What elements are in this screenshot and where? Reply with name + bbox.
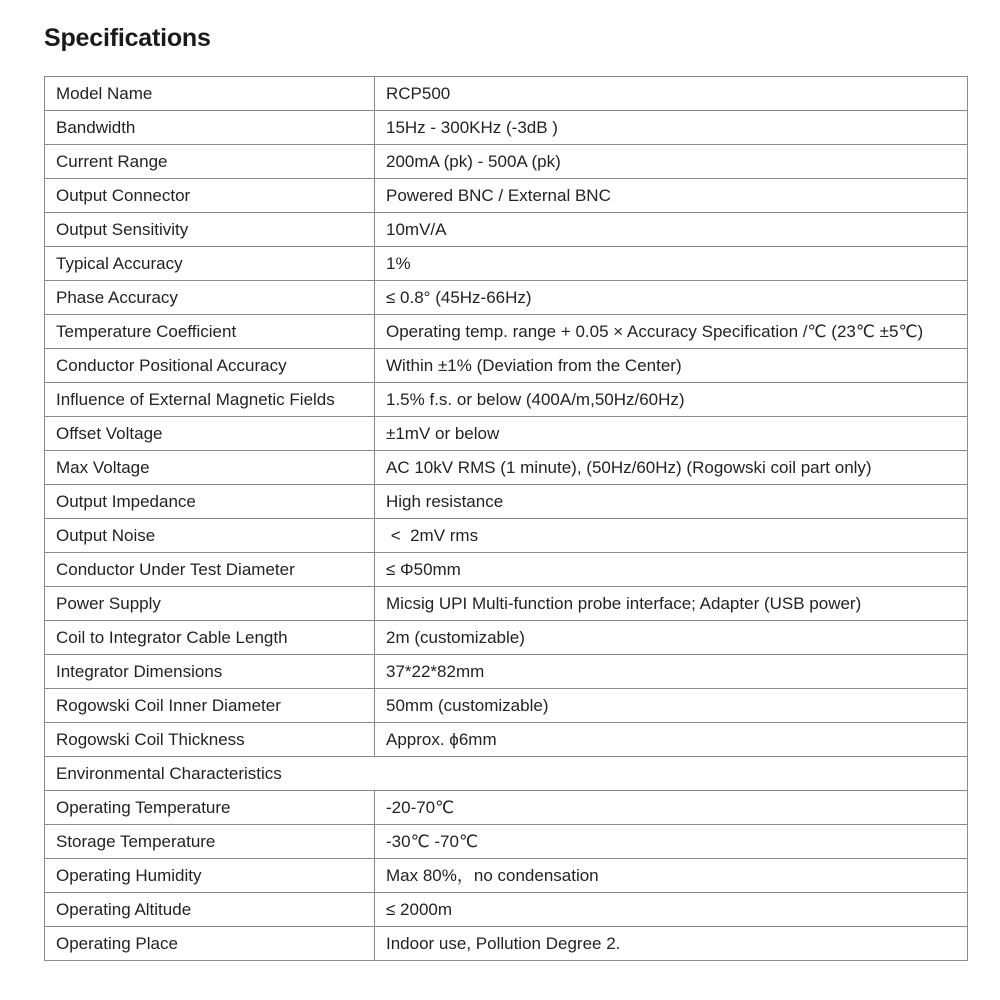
row-label: Integrator Dimensions [45, 655, 375, 689]
row-label: Bandwidth [45, 111, 375, 145]
table-row [45, 519, 968, 553]
table-row [45, 179, 968, 213]
table-row [45, 315, 968, 349]
specifications-table [44, 76, 968, 961]
row-label: Storage Temperature [45, 825, 375, 859]
row-label: Rogowski Coil Thickness [45, 723, 375, 757]
row-label: Output Sensitivity [45, 213, 375, 247]
row-label: Operating Altitude [45, 893, 375, 927]
row-value: Operating temp. range + 0.05 × Accuracy Specification /℃ (23℃ ±5℃) [375, 315, 968, 349]
row-label: Conductor Positional Accuracy [45, 349, 375, 383]
row-value: Max 80%，no condensation [375, 859, 968, 893]
row-value: ±1mV or below [375, 417, 968, 451]
table-row [45, 859, 968, 893]
row-value: High resistance [375, 485, 968, 519]
row-label: Power Supply [45, 587, 375, 621]
table-row [45, 893, 968, 927]
row-value: 1.5% f.s. or below (400A/m,50Hz/60Hz) [375, 383, 968, 417]
page-title: Specifications [44, 24, 211, 52]
table-row [45, 417, 968, 451]
row-value: -30℃ -70℃ [375, 825, 968, 859]
table-row [45, 451, 968, 485]
table-row [45, 349, 968, 383]
row-value: Powered BNC / External BNC [375, 179, 968, 213]
section-header: Environmental Characteristics [45, 757, 968, 791]
table-row [45, 689, 968, 723]
row-label: Max Voltage [45, 451, 375, 485]
table-row [45, 927, 968, 961]
table-row [45, 587, 968, 621]
table-row [45, 655, 968, 689]
row-value: Within ±1% (Deviation from the Center) [375, 349, 968, 383]
section-header-row [45, 757, 968, 791]
table-row [45, 145, 968, 179]
row-label: Phase Accuracy [45, 281, 375, 315]
row-label: Influence of External Magnetic Fields [45, 383, 375, 417]
row-label: Output Connector [45, 179, 375, 213]
row-label: Output Impedance [45, 485, 375, 519]
row-value: 2m (customizable) [375, 621, 968, 655]
row-label: Typical Accuracy [45, 247, 375, 281]
table-row [45, 111, 968, 145]
row-label: Temperature Coefficient [45, 315, 375, 349]
row-value: < 2mV rms [375, 519, 968, 553]
row-value: 50mm (customizable) [375, 689, 968, 723]
row-value: 1% [375, 247, 968, 281]
row-value: RCP500 [375, 77, 968, 111]
row-label: Conductor Under Test Diameter [45, 553, 375, 587]
table-row [45, 383, 968, 417]
row-value: 200mA (pk) - 500A (pk) [375, 145, 968, 179]
row-value: -20-70℃ [375, 791, 968, 825]
table-row [45, 77, 968, 111]
row-label: Operating Temperature [45, 791, 375, 825]
table-row [45, 281, 968, 315]
row-value: AC 10kV RMS (1 minute), (50Hz/60Hz) (Rogowski coil part only) [375, 451, 968, 485]
row-label: Output Noise [45, 519, 375, 553]
row-value: ≤ 0.8° (45Hz-66Hz) [375, 281, 968, 315]
table-row [45, 791, 968, 825]
table-row [45, 553, 968, 587]
row-value: Approx. ϕ6mm [375, 723, 968, 757]
row-label: Coil to Integrator Cable Length [45, 621, 375, 655]
table-row [45, 247, 968, 281]
row-value: ≤ 2000m [375, 893, 968, 927]
table-row [45, 723, 968, 757]
table-row [45, 485, 968, 519]
row-label: Current Range [45, 145, 375, 179]
row-value: Indoor use, Pollution Degree 2. [375, 927, 968, 961]
row-value: ≤ Φ50mm [375, 553, 968, 587]
row-label: Rogowski Coil Inner Diameter [45, 689, 375, 723]
table-row [45, 621, 968, 655]
row-label: Operating Humidity [45, 859, 375, 893]
table-row [45, 825, 968, 859]
row-label: Operating Place [45, 927, 375, 961]
row-label: Offset Voltage [45, 417, 375, 451]
table-row [45, 213, 968, 247]
row-value: Micsig UPI Multi-function probe interface; Adapter (USB power) [375, 587, 968, 621]
row-value: 15Hz - 300KHz (-3dB ) [375, 111, 968, 145]
row-value: 10mV/A [375, 213, 968, 247]
row-value: 37*22*82mm [375, 655, 968, 689]
row-label: Model Name [45, 77, 375, 111]
